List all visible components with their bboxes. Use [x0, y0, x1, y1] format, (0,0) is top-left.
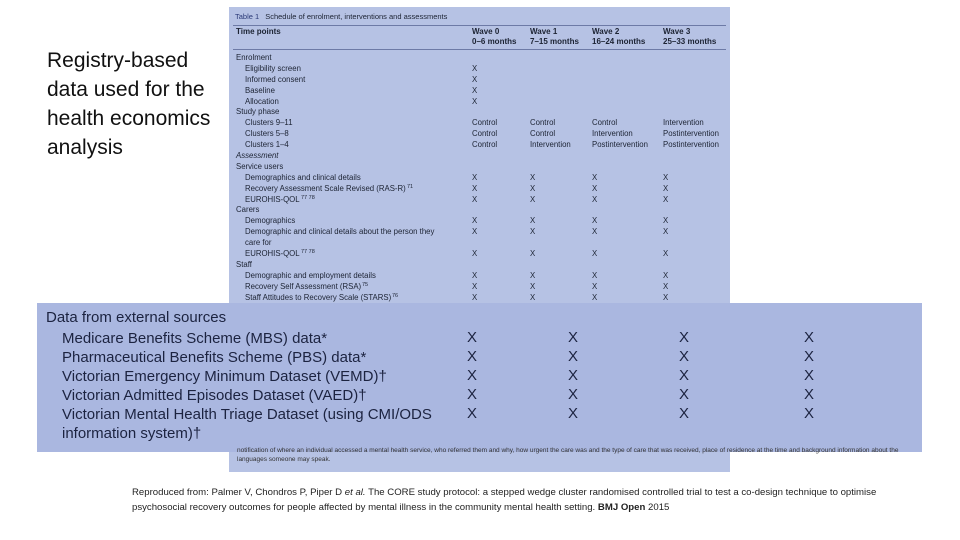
table-cell: X — [472, 216, 478, 226]
table-cell: X — [663, 249, 669, 259]
row-label: Informed consent — [245, 74, 306, 84]
row-label: Assessment — [236, 151, 279, 161]
rule — [233, 49, 726, 50]
external-source-cell: X — [467, 367, 478, 384]
reference-superscript: 77 78 — [301, 249, 315, 256]
row-label: Staff Attitudes to Recovery Scale (STARS) — [245, 292, 392, 302]
reference-superscript: 77 78 — [301, 194, 315, 201]
row-label: Allocation — [245, 96, 279, 106]
table-cell: Intervention — [663, 118, 704, 128]
table-cell: Postintervention — [663, 140, 719, 150]
table-cell: Postintervention — [663, 129, 719, 139]
col-header-wave0: Wave 0 0–6 months — [472, 27, 517, 46]
table-cell: X — [663, 292, 669, 302]
table-caption — [235, 12, 447, 21]
external-source-cell: X — [679, 348, 690, 365]
table-cell: Control — [592, 118, 618, 128]
external-source-cell: X — [467, 386, 478, 403]
table-row — [229, 118, 730, 129]
table-cell: X — [472, 249, 478, 259]
table-cell: X — [663, 183, 669, 193]
table-cell: X — [663, 216, 669, 226]
table-row — [229, 162, 730, 173]
table-cell: X — [663, 270, 669, 280]
table-cell: Intervention — [592, 129, 633, 139]
row-label: Demographic and employment details — [245, 270, 376, 280]
table-cell: X — [663, 227, 669, 237]
reference-superscript: 76 — [392, 292, 399, 299]
row-label: Demographics — [245, 216, 296, 226]
row-label: Baseline — [245, 85, 275, 95]
external-source-cell: X — [679, 329, 690, 346]
table-row — [229, 97, 730, 108]
external-source-cell: X — [568, 367, 579, 384]
row-label: EUROHIS-QOL — [245, 194, 300, 204]
row-label: Eligibility screen — [245, 63, 301, 73]
external-source-cell: X — [804, 329, 815, 346]
table-cell: X — [592, 216, 598, 226]
table-cell: Control — [472, 129, 498, 139]
table-cell: X — [472, 227, 478, 237]
table-row — [229, 216, 730, 227]
row-label: Carers — [236, 205, 260, 215]
external-source-cell: X — [804, 348, 815, 365]
row-label: Clusters 5–8 — [245, 129, 289, 139]
table-cell: X — [472, 281, 478, 291]
table-cell: X — [472, 63, 478, 73]
table-row — [229, 184, 730, 195]
table-cell: X — [530, 194, 536, 204]
table-cell: X — [530, 292, 536, 302]
row-label: Clusters 9–11 — [245, 118, 293, 128]
table-cell: X — [592, 281, 598, 291]
table-cell: X — [663, 281, 669, 291]
table-cell: X — [472, 96, 478, 106]
external-sources-heading: Data from external sources — [46, 309, 227, 326]
table-row — [229, 173, 730, 184]
row-label: Service users — [236, 161, 284, 171]
table-cell: X — [530, 172, 536, 182]
table-cell: X — [530, 281, 536, 291]
col-header-wave3: Wave 3 25–33 months — [663, 27, 717, 46]
external-source-cell: X — [679, 367, 690, 384]
table-row — [229, 129, 730, 140]
table-cell: Control — [472, 140, 498, 150]
table-cell: X — [592, 194, 598, 204]
row-label: Demographics and clinical details — [245, 172, 361, 182]
row-label: Demographic and clinical details about the person they — [245, 227, 435, 237]
table-row — [229, 227, 730, 238]
table-cell: X — [472, 172, 478, 182]
reference-superscript: 75 — [362, 281, 369, 288]
table-cell: X — [472, 292, 478, 302]
table-cell: X — [592, 227, 598, 237]
table-cell: Control — [530, 118, 556, 128]
table-cell: X — [472, 270, 478, 280]
table-row — [229, 53, 730, 64]
table-cell: X — [592, 292, 598, 302]
table-cell: X — [592, 172, 598, 182]
col-header-wave2: Wave 2 16–24 months — [592, 27, 646, 46]
table-row — [229, 140, 730, 151]
external-source-label: information system)† — [62, 425, 202, 442]
table-cell: Postintervention — [592, 140, 648, 150]
col-header-time: Time points — [236, 27, 281, 36]
external-source-cell: X — [568, 386, 579, 403]
external-source-cell: X — [804, 386, 815, 403]
row-label: Staff — [236, 259, 252, 269]
table-row — [229, 249, 730, 260]
table-cell: Intervention — [530, 140, 571, 150]
table-cell: Control — [530, 129, 556, 139]
row-label: Recovery Assessment Scale Revised (RAS-R) — [245, 183, 406, 193]
external-source-cell: X — [679, 405, 690, 422]
table-row — [229, 238, 730, 249]
table-cell: X — [530, 216, 536, 226]
table-cell: X — [472, 85, 478, 95]
slide-caption: Registry-based data used for the health economics analysis — [47, 49, 211, 159]
table-footnote: notification of where an individual accessed a mental health service, who referred them and why, how urgent the care was and the type of care that was received, place of residence at the time and background information about the languages someone may speak. — [237, 447, 899, 463]
table-row — [229, 282, 730, 293]
table-cell: X — [592, 270, 598, 280]
external-source-cell: X — [568, 329, 579, 346]
external-source-cell: X — [467, 405, 478, 422]
table-row — [229, 195, 730, 206]
external-source-cell: X — [679, 386, 690, 403]
table-row — [229, 107, 730, 118]
external-source-cell: X — [467, 329, 478, 346]
row-label: care for — [245, 238, 272, 248]
table-row — [229, 75, 730, 86]
row-label: Recovery Self Assessment (RSA) — [245, 281, 362, 291]
row-label: Enrolment — [236, 53, 272, 62]
row-label: EUROHIS-QOL — [245, 249, 300, 259]
external-source-label: Victorian Emergency Minimum Dataset (VEMD)† — [62, 368, 387, 385]
table-title: Schedule of enrolment, interventions and assessments — [265, 12, 448, 21]
rule — [233, 25, 726, 26]
external-source-label: Pharmaceutical Benefits Scheme (PBS) data* — [62, 349, 367, 366]
table-cell: X — [530, 183, 536, 193]
table-row — [229, 64, 730, 75]
table-cell: X — [663, 172, 669, 182]
source-citation: Reproduced from: Palmer V, Chondros P, Piper D et al. The CORE study protocol: a stepped wedge cluster randomised controlled trial to test a co-design technique to optimise psychosocial recovery outcomes for people affected by mental illness in the community mental health setting. BMJ Open 2015 — [132, 487, 877, 513]
table-cell: X — [530, 270, 536, 280]
schedule-table-image — [229, 7, 730, 305]
external-source-cell: X — [804, 405, 815, 422]
table-row — [229, 271, 730, 282]
table-row — [229, 260, 730, 271]
table-cell: X — [472, 183, 478, 193]
table-cell: X — [530, 249, 536, 259]
row-label: Clusters 1–4 — [245, 140, 289, 150]
table-cell: X — [472, 194, 478, 204]
table-body — [229, 53, 730, 303]
row-label: Study phase — [236, 107, 280, 117]
table-cell: X — [530, 227, 536, 237]
table-cell: X — [663, 194, 669, 204]
reference-superscript: 71 — [407, 183, 414, 190]
external-source-cell: X — [568, 348, 579, 365]
external-source-cell: X — [467, 348, 478, 365]
external-source-label: Medicare Benefits Scheme (MBS) data* — [62, 330, 328, 347]
external-source-label: Victorian Mental Health Triage Dataset (using CMI/ODS — [62, 406, 432, 423]
table-cell: X — [592, 183, 598, 193]
external-source-cell: X — [568, 405, 579, 422]
table-cell: X — [472, 74, 478, 84]
table-row — [229, 205, 730, 216]
table-label: Table 1 — [235, 12, 260, 21]
table-cell: X — [592, 249, 598, 259]
table-row — [229, 293, 730, 304]
external-source-label: Victorian Admitted Episodes Dataset (VAED)† — [62, 387, 367, 404]
external-source-cell: X — [804, 367, 815, 384]
table-row — [229, 86, 730, 97]
table-row — [229, 151, 730, 162]
col-header-wave1: Wave 1 7–15 months — [530, 27, 579, 46]
external-sources-zoom — [37, 303, 922, 452]
table-cell: Control — [472, 118, 498, 128]
